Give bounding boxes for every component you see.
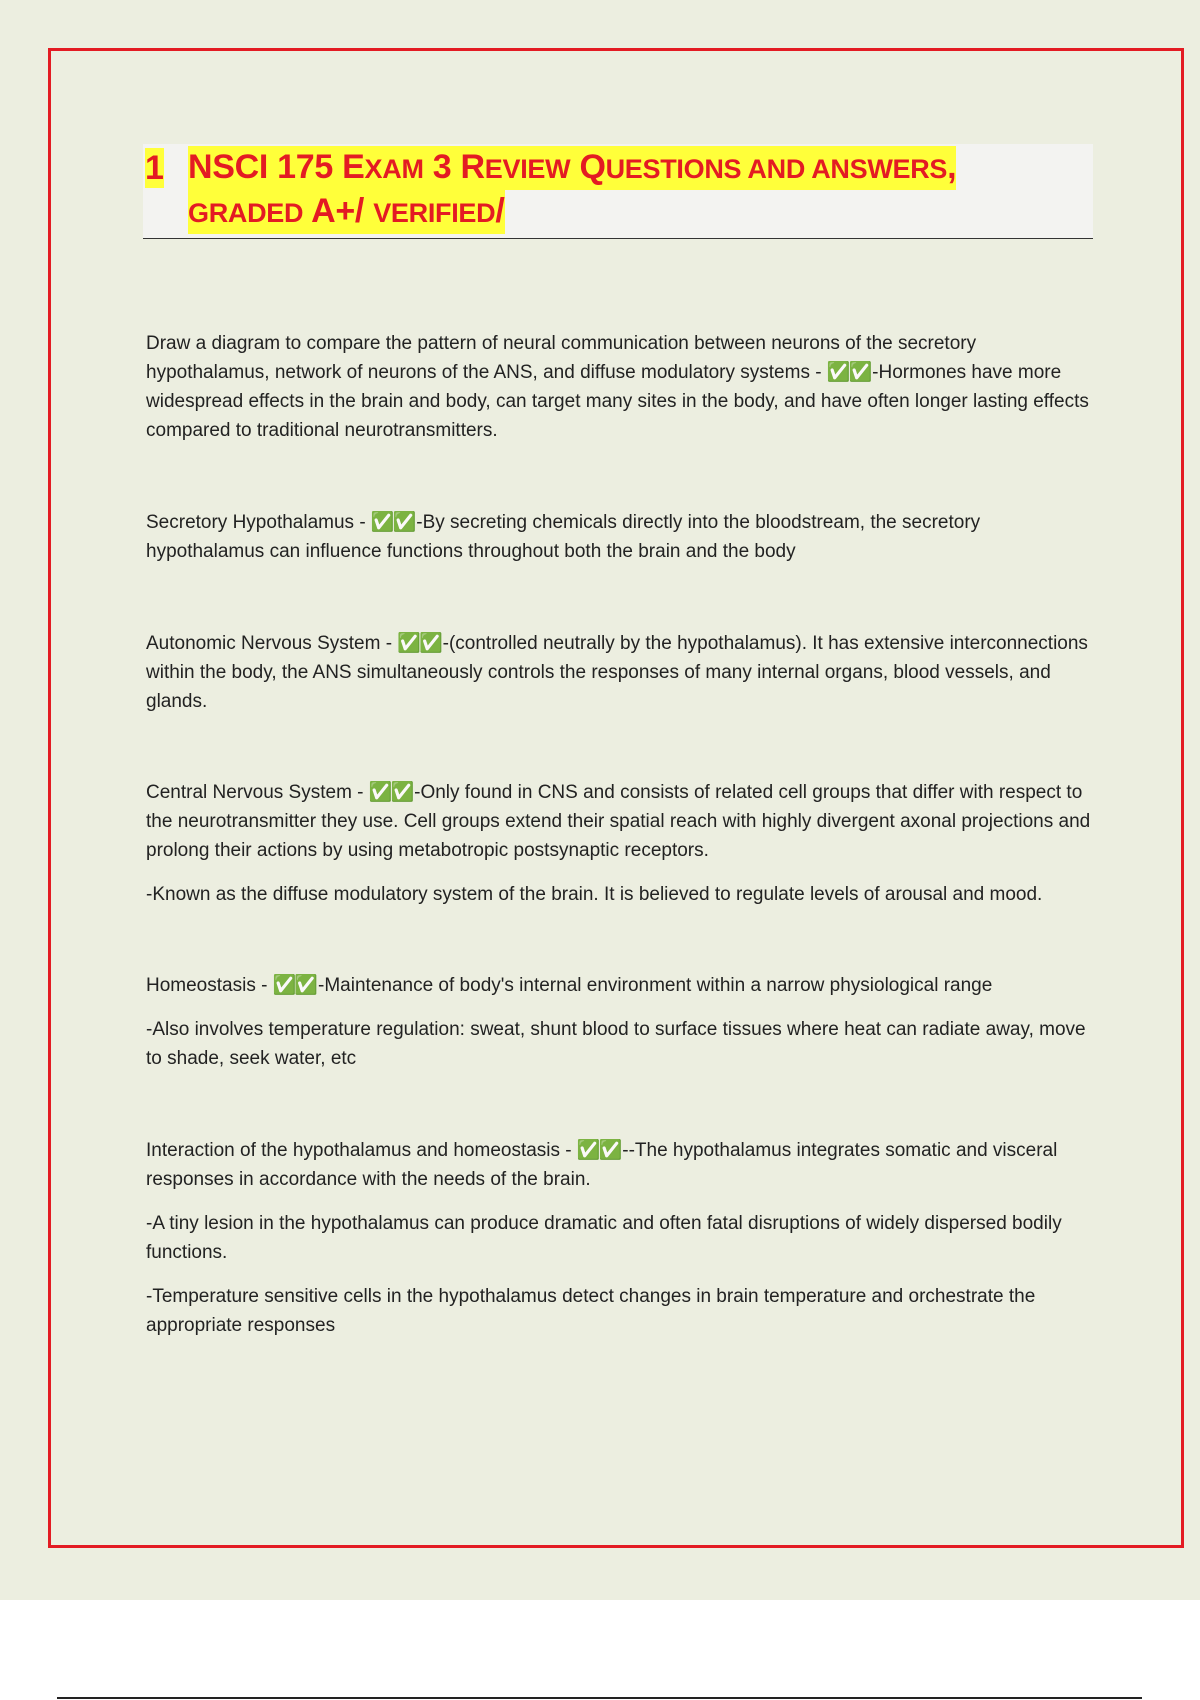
qa-main-paragraph bbox=[146, 971, 1101, 1000]
qa-main-paragraph bbox=[146, 629, 1101, 716]
qa-term: Secretory Hypothalamus - bbox=[146, 512, 371, 533]
qa-entry bbox=[146, 629, 1101, 716]
qa-main-paragraph bbox=[146, 508, 1101, 566]
qa-entry bbox=[146, 508, 1101, 566]
qa-answer: -Hormones have more widespread effects in the brain and body, can target many sites in the body, and have often longer lasting effects compared to traditional neurotransmitters. bbox=[146, 362, 1089, 441]
qa-entry bbox=[146, 1136, 1101, 1340]
qa-main-paragraph bbox=[146, 778, 1101, 865]
qa-answer: -By secreting chemicals directly into the bloodstream, the secretory hypothalamus can influence functions throughout both the brain and the body bbox=[146, 512, 981, 562]
qa-entry bbox=[146, 329, 1101, 445]
qa-term: Draw a diagram to compare the pattern of neural communication between neurons of the secretory hypothalamus, network of neurons of the ANS, and diffuse modulatory systems - bbox=[146, 333, 977, 383]
qa-answer: -Maintenance of body's internal environment within a narrow physiological range bbox=[318, 975, 993, 996]
qa-term: Central Nervous System - bbox=[146, 782, 369, 803]
title-line-1: NSCI 175 EXAM 3 REVIEW QUESTIONS AND ANSWERS, bbox=[188, 146, 956, 190]
qa-extra-paragraph: -Temperature sensitive cells in the hypothalamus detect changes in brain temperature and orchestrate the appropriate responses bbox=[146, 1286, 1036, 1336]
qa-main-paragraph bbox=[146, 329, 1101, 445]
double-check-icon: ✅✅ bbox=[368, 782, 413, 803]
double-check-icon: ✅✅ bbox=[272, 975, 317, 996]
qa-extra-paragraph: -A tiny lesion in the hypothalamus can produce dramatic and often fatal disruptions of widely dispersed bodily functions. bbox=[146, 1213, 1062, 1263]
qa-term: Interaction of the hypothalamus and homeostasis - bbox=[146, 1140, 577, 1161]
qa-extra-paragraph: -Also involves temperature regulation: sweat, shunt blood to surface tissues where heat can radiate away, move to shade, seek water, etc bbox=[146, 1019, 1086, 1069]
qa-content bbox=[146, 329, 1101, 1340]
double-check-icon: ✅✅ bbox=[397, 633, 441, 654]
qa-extra-paragraph: -Known as the diffuse modulatory system of the brain. It is believed to regulate levels of arousal and mood. bbox=[146, 884, 1043, 905]
title-number: 1 bbox=[145, 149, 164, 187]
qa-term: Homeostasis - bbox=[146, 975, 273, 996]
title-line-2: GRADED A+/ VERIFIED/ bbox=[188, 190, 505, 234]
qa-answer: -Only found in CNS and consists of related cell groups that differ with respect to the neurotransmitter they use. Cell groups extend their spatial reach with highly divergent axonal projections and prolong their actions by using metabotropic postsynaptic receptors. bbox=[146, 782, 1091, 861]
double-check-icon: ✅✅ bbox=[826, 362, 871, 383]
double-check-icon: ✅✅ bbox=[576, 1140, 621, 1161]
qa-answer: -(controlled neutrally by the hypothalamus). It has extensive interconnections within the body, the ANS simultaneously controls the responses of many internal organs, blood vessels, and glands. bbox=[146, 633, 1088, 712]
qa-term: Autonomic Nervous System - bbox=[146, 633, 398, 654]
qa-main-paragraph bbox=[146, 1136, 1101, 1194]
footer-divider bbox=[57, 1697, 1142, 1699]
document-title bbox=[143, 144, 1093, 239]
double-check-icon: ✅✅ bbox=[370, 512, 415, 533]
qa-answer: --The hypothalamus integrates somatic and visceral responses in accordance with the needs of the brain. bbox=[146, 1140, 1058, 1190]
qa-entry bbox=[146, 971, 1101, 1073]
qa-entry bbox=[146, 778, 1101, 909]
